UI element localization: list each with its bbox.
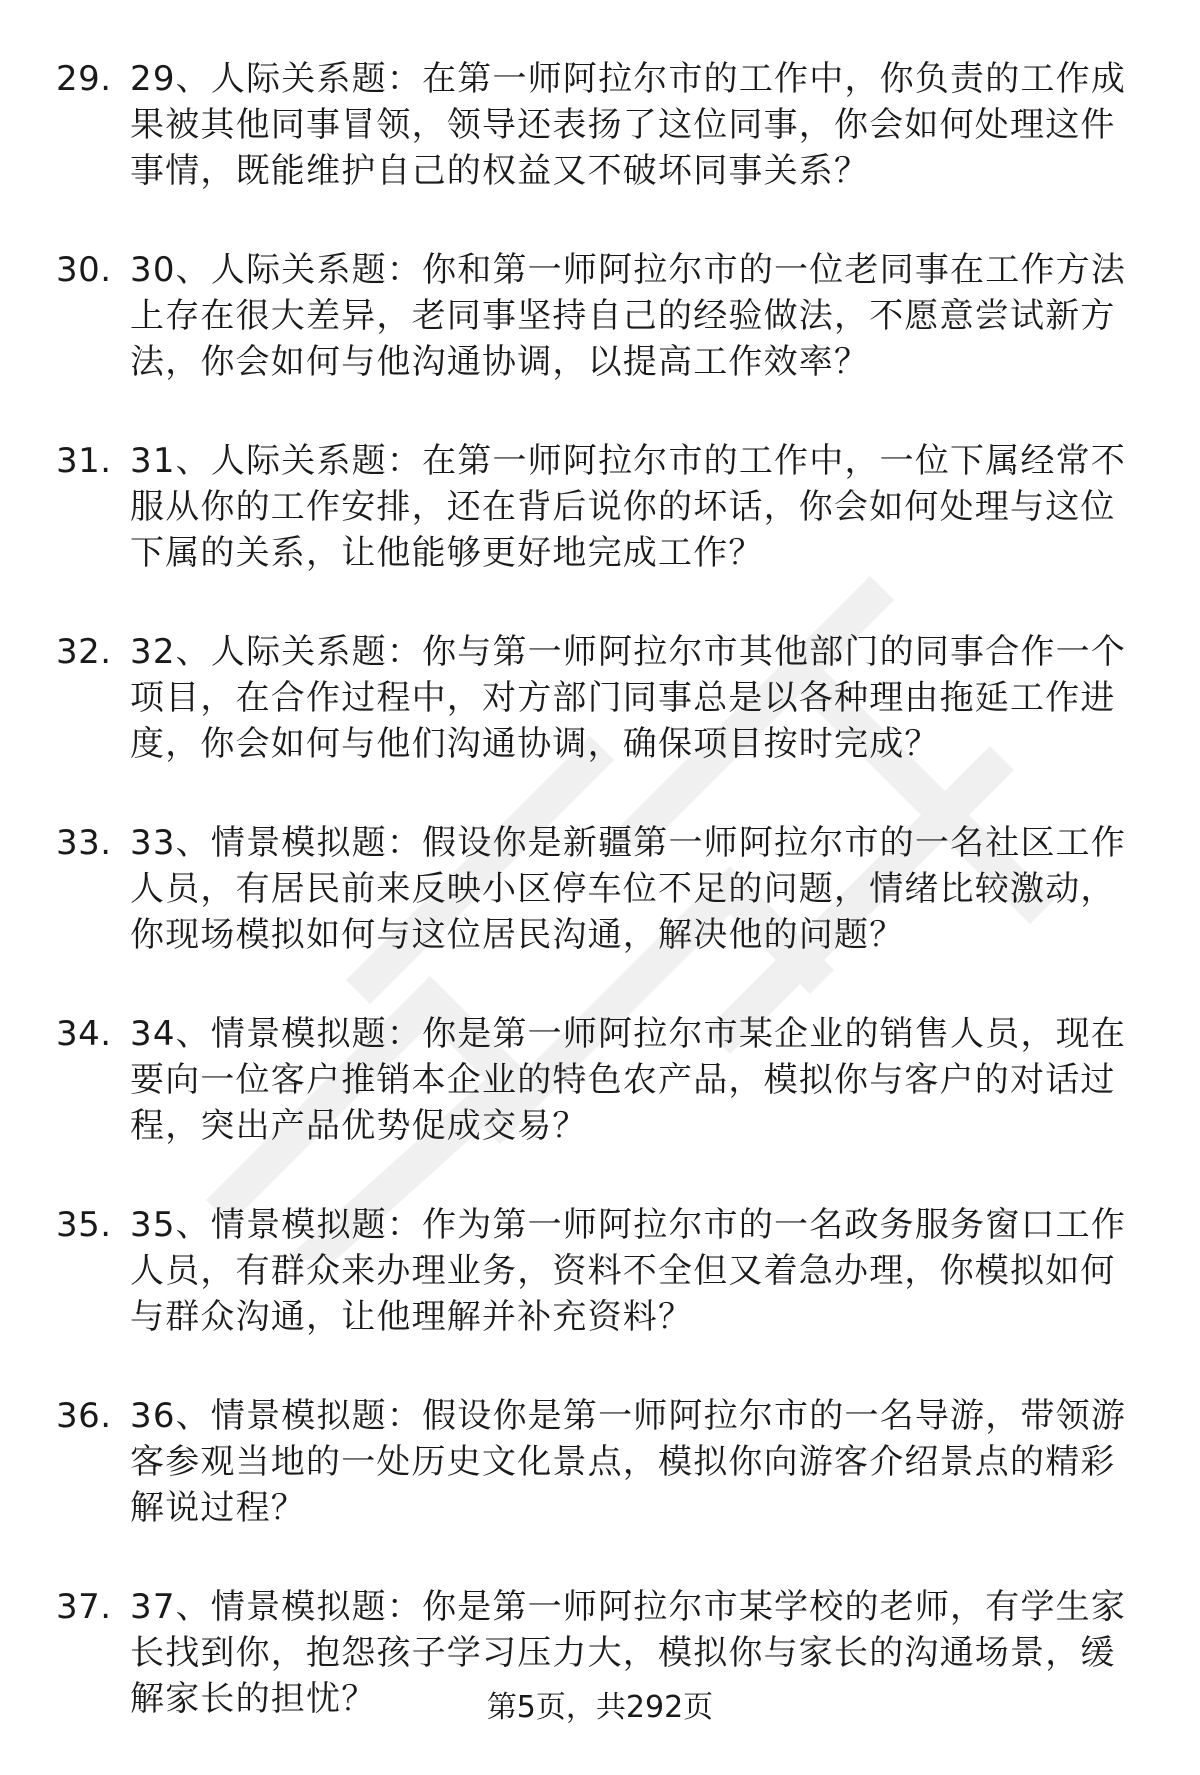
- question-item: [0, 820, 1200, 958]
- question-number: 36.: [56, 1396, 112, 1436]
- question-text: 36、情景模拟题：假设你是第一师阿拉尔市的一名导游，带领游客参观当地的一处历史文化景点，模拟你向游客介绍景点的精彩解说过程？: [130, 1396, 1127, 1528]
- question-text: 29、人际关系题：在第一师阿拉尔市的工作中，你负责的工作成果被其他同事冒领，领导还表扬了这位同事，你会如何处理这件事情，既能维护自己的权益又不破坏同事关系？: [130, 59, 1127, 191]
- question-item: [0, 438, 1200, 576]
- question-text: 32、人际关系题：你与第一师阿拉尔市其他部门的同事合作一个项目，在合作过程中，对方部门同事总是以各种理由拖延工作进度，你会如何与他们沟通协调，确保项目按时完成？: [130, 632, 1127, 764]
- question-text: 31、人际关系题：在第一师阿拉尔市的工作中，一位下属经常不服从你的工作安排，还在背后说你的坏话，你会如何处理与这位下属的关系，让他能够更好地完成工作？: [130, 441, 1127, 573]
- question-text: 33、情景模拟题：假设你是新疆第一师阿拉尔市的一名社区工作人员，有居民前来反映小区停车位不足的问题，情绪比较激动，你现场模拟如何与这位居民沟通，解决他的问题？: [130, 823, 1127, 955]
- question-item: [0, 1393, 1200, 1531]
- question-list: [0, 56, 1200, 1775]
- question-text: 30、人际关系题：你和第一师阿拉尔市的一位老同事在工作方法上存在很大差异，老同事坚持自己的经验做法，不愿意尝试新方法，你会如何与他沟通协调，以提高工作效率？: [130, 250, 1127, 382]
- question-number: 32.: [56, 632, 112, 672]
- page-number: 第5页，共292页: [486, 1690, 714, 1725]
- question-number: 31.: [56, 441, 112, 481]
- question-item: [0, 247, 1200, 385]
- question-item: [0, 629, 1200, 767]
- question-item: [0, 1011, 1200, 1149]
- question-item: [0, 56, 1200, 194]
- question-number: 33.: [56, 823, 112, 863]
- question-text: 37、情景模拟题：你是第一师阿拉尔市某学校的老师，有学生家长找到你，抱怨孩子学习压力大，模拟你与家长的沟通场景，缓解家长的担忧？: [130, 1587, 1127, 1719]
- question-number: 35.: [56, 1205, 112, 1245]
- question-number: 37.: [56, 1587, 112, 1627]
- question-number: 34.: [56, 1014, 112, 1054]
- question-text: 34、情景模拟题：你是第一师阿拉尔市某企业的销售人员，现在要向一位客户推销本企业的特色农产品，模拟你与客户的对话过程，突出产品优势促成交易？: [130, 1014, 1127, 1146]
- question-text: 35、情景模拟题：作为第一师阿拉尔市的一名政务服务窗口工作人员，有群众来办理业务，资料不全但又着急办理，你模拟如何与群众沟通，让他理解并补充资料？: [130, 1205, 1127, 1337]
- question-item: [0, 1202, 1200, 1340]
- question-number: 29.: [56, 59, 112, 99]
- question-number: 30.: [56, 250, 112, 290]
